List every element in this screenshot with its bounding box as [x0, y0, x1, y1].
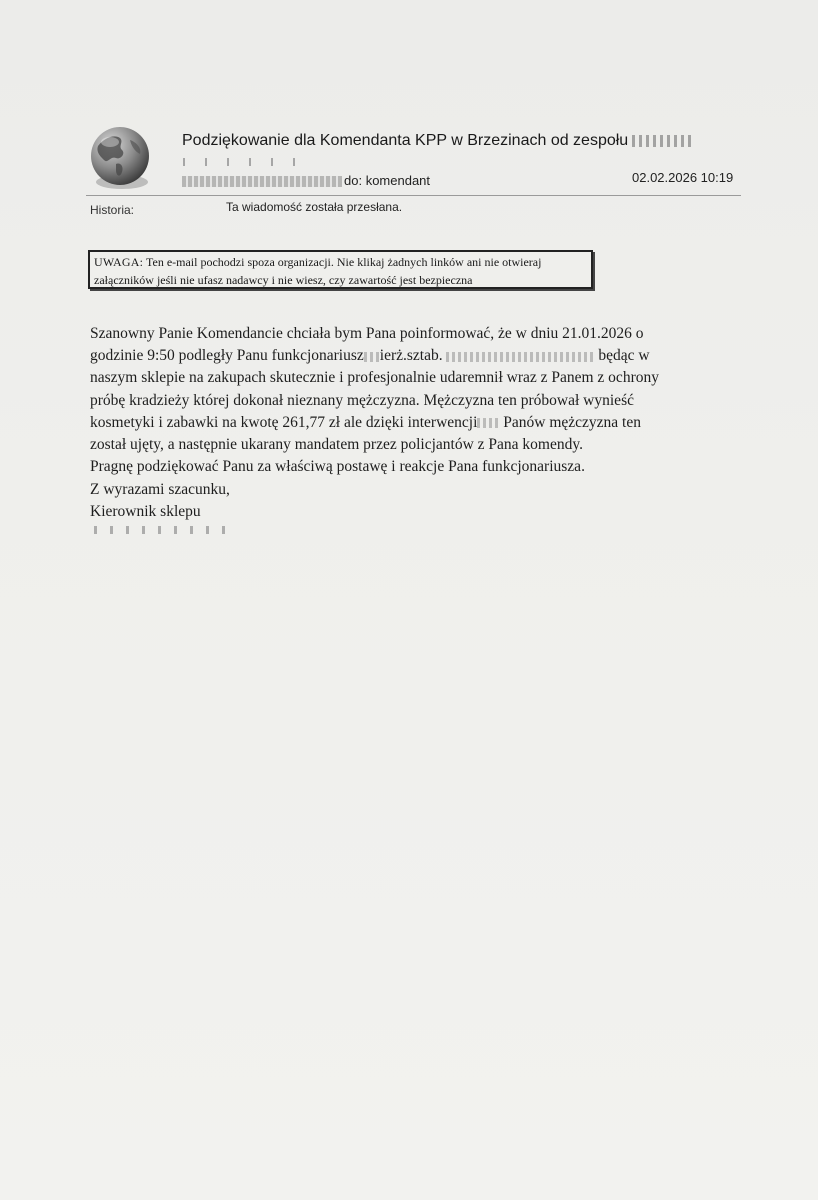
warning-label: UWAGA: — [94, 255, 144, 269]
redacted-officer-name — [446, 352, 594, 362]
external-email-warning — [88, 250, 593, 289]
to-label: do: — [344, 173, 363, 188]
email-subject: Podziękowanie dla Komendanta KPP w Brzezinach od zespołu — [182, 132, 692, 150]
redacted-sender-name — [632, 135, 692, 147]
body-line: próbę kradzieży której dokonał nieznany mężczyzna. Mężczyzna ten próbował wynieść — [90, 391, 634, 409]
redacted-text — [477, 418, 499, 428]
redacted-text — [364, 352, 380, 362]
redacted-sender-address — [182, 176, 342, 187]
warning-text: Ten e-mail pochodzi spoza organizacji. Nie klikaj żadnych linków ani nie otwieraj załączników jeśli nie ufasz nadawcy i nie wiesz, czy zawartość jest bezpieczna — [94, 255, 542, 287]
body-line: Szanowny Panie Komendancie chciała bym Pana poinformować, że w dniu 21.01.2026 o — [90, 325, 644, 342]
history-label: Historia: — [90, 203, 135, 217]
history-value: Ta wiadomość została przesłana. — [226, 200, 403, 214]
body-line: godzinie 9:50 podległy Panu funkcjonariusz ierż.sztab. będąc w — [90, 347, 650, 365]
globe-icon — [86, 124, 154, 192]
to-value: komendant — [365, 173, 431, 188]
redacted-sender-line — [183, 158, 308, 166]
signature-title: Kierownik sklepu — [90, 503, 201, 520]
redacted-signature-name — [94, 526, 234, 534]
closing-regards: Z wyrazami szacunku, — [90, 481, 230, 498]
body-line: został ujęty, a następnie ukarany mandatem przez policjantów z Pana komendy. — [90, 436, 583, 454]
body-line: kosmetyki i zabawki na kwotę 261,77 zł ale dzięki interwencji Panów mężczyzna ten — [90, 413, 641, 431]
header-divider — [86, 195, 741, 196]
email-date: 02.02.2026 10:19 — [632, 170, 734, 185]
body-line: Pragnę podziękować Panu za właściwą postawę i reakcje Pana funkcjonariusza. — [90, 458, 585, 476]
email-body — [90, 323, 730, 478]
recipient-row — [182, 173, 430, 188]
body-line: naszym sklepie na zakupach skutecznie i profesjonalnie udaremnił wraz z Panem z ochrony — [90, 369, 659, 387]
